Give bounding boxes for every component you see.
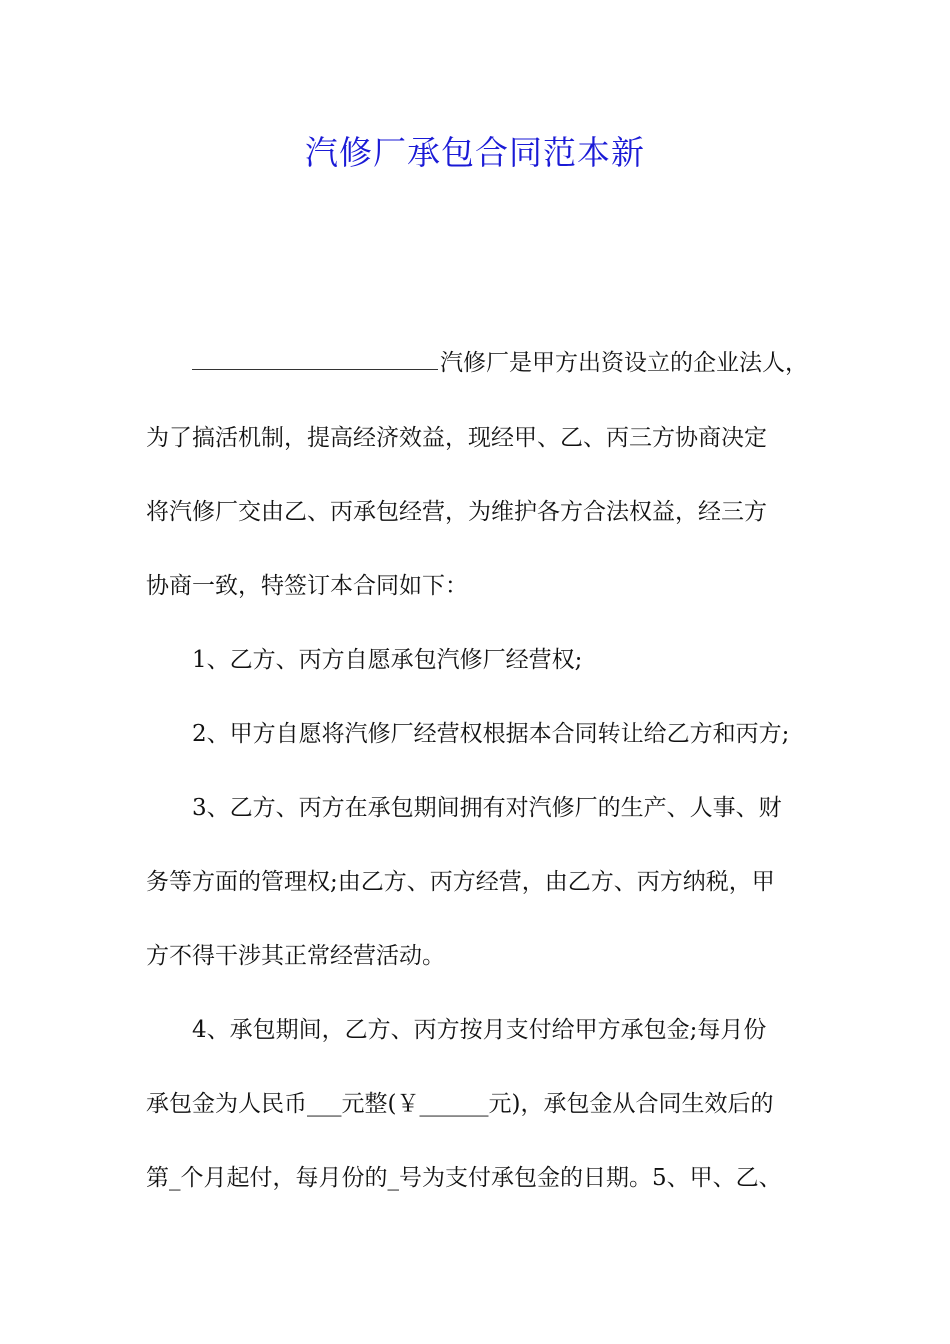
clause-4-line-1: 4、承包期间，乙方、丙方按月支付给甲方承包金;每月份 bbox=[192, 1017, 767, 1043]
clause-3-line-2: 务等方面的管理权;由乙方、丙方经营，由乙方、丙方纳税，甲 bbox=[146, 869, 775, 895]
paragraph-line-3: 将汽修厂交由乙、丙承包经营，为维护各方合法权益，经三方 bbox=[146, 499, 767, 525]
paragraph-line-4: 协商一致，特签订本合同如下： bbox=[146, 573, 468, 599]
paragraph-line-2: 为了搞活机制，提高经济效益，现经甲、乙、丙三方协商决定 bbox=[146, 425, 767, 451]
paragraph-line-1 bbox=[192, 345, 872, 381]
clause-4-line-3: 第_个月起付，每月份的_号为支付承包金的日期。5、甲、乙、 bbox=[146, 1165, 782, 1191]
clause-4-line-2: 承包金为人民币___元整(￥______元)，承包金从合同生效后的 bbox=[146, 1091, 774, 1117]
blank-underline bbox=[192, 347, 438, 370]
line-text: 汽修厂是甲方出资设立的企业法人， bbox=[440, 350, 808, 376]
document-title: 汽修厂承包合同范本新 bbox=[305, 133, 645, 172]
clause-2: 2、甲方自愿将汽修厂经营权根据本合同转让给乙方和丙方; bbox=[192, 721, 790, 747]
clause-1: 1、乙方、丙方自愿承包汽修厂经营权; bbox=[192, 647, 583, 673]
clause-3-line-1: 3、乙方、丙方在承包期间拥有对汽修厂的生产、人事、财 bbox=[192, 795, 782, 821]
clause-3-line-3: 方不得干涉其正常经营活动。 bbox=[146, 943, 445, 969]
